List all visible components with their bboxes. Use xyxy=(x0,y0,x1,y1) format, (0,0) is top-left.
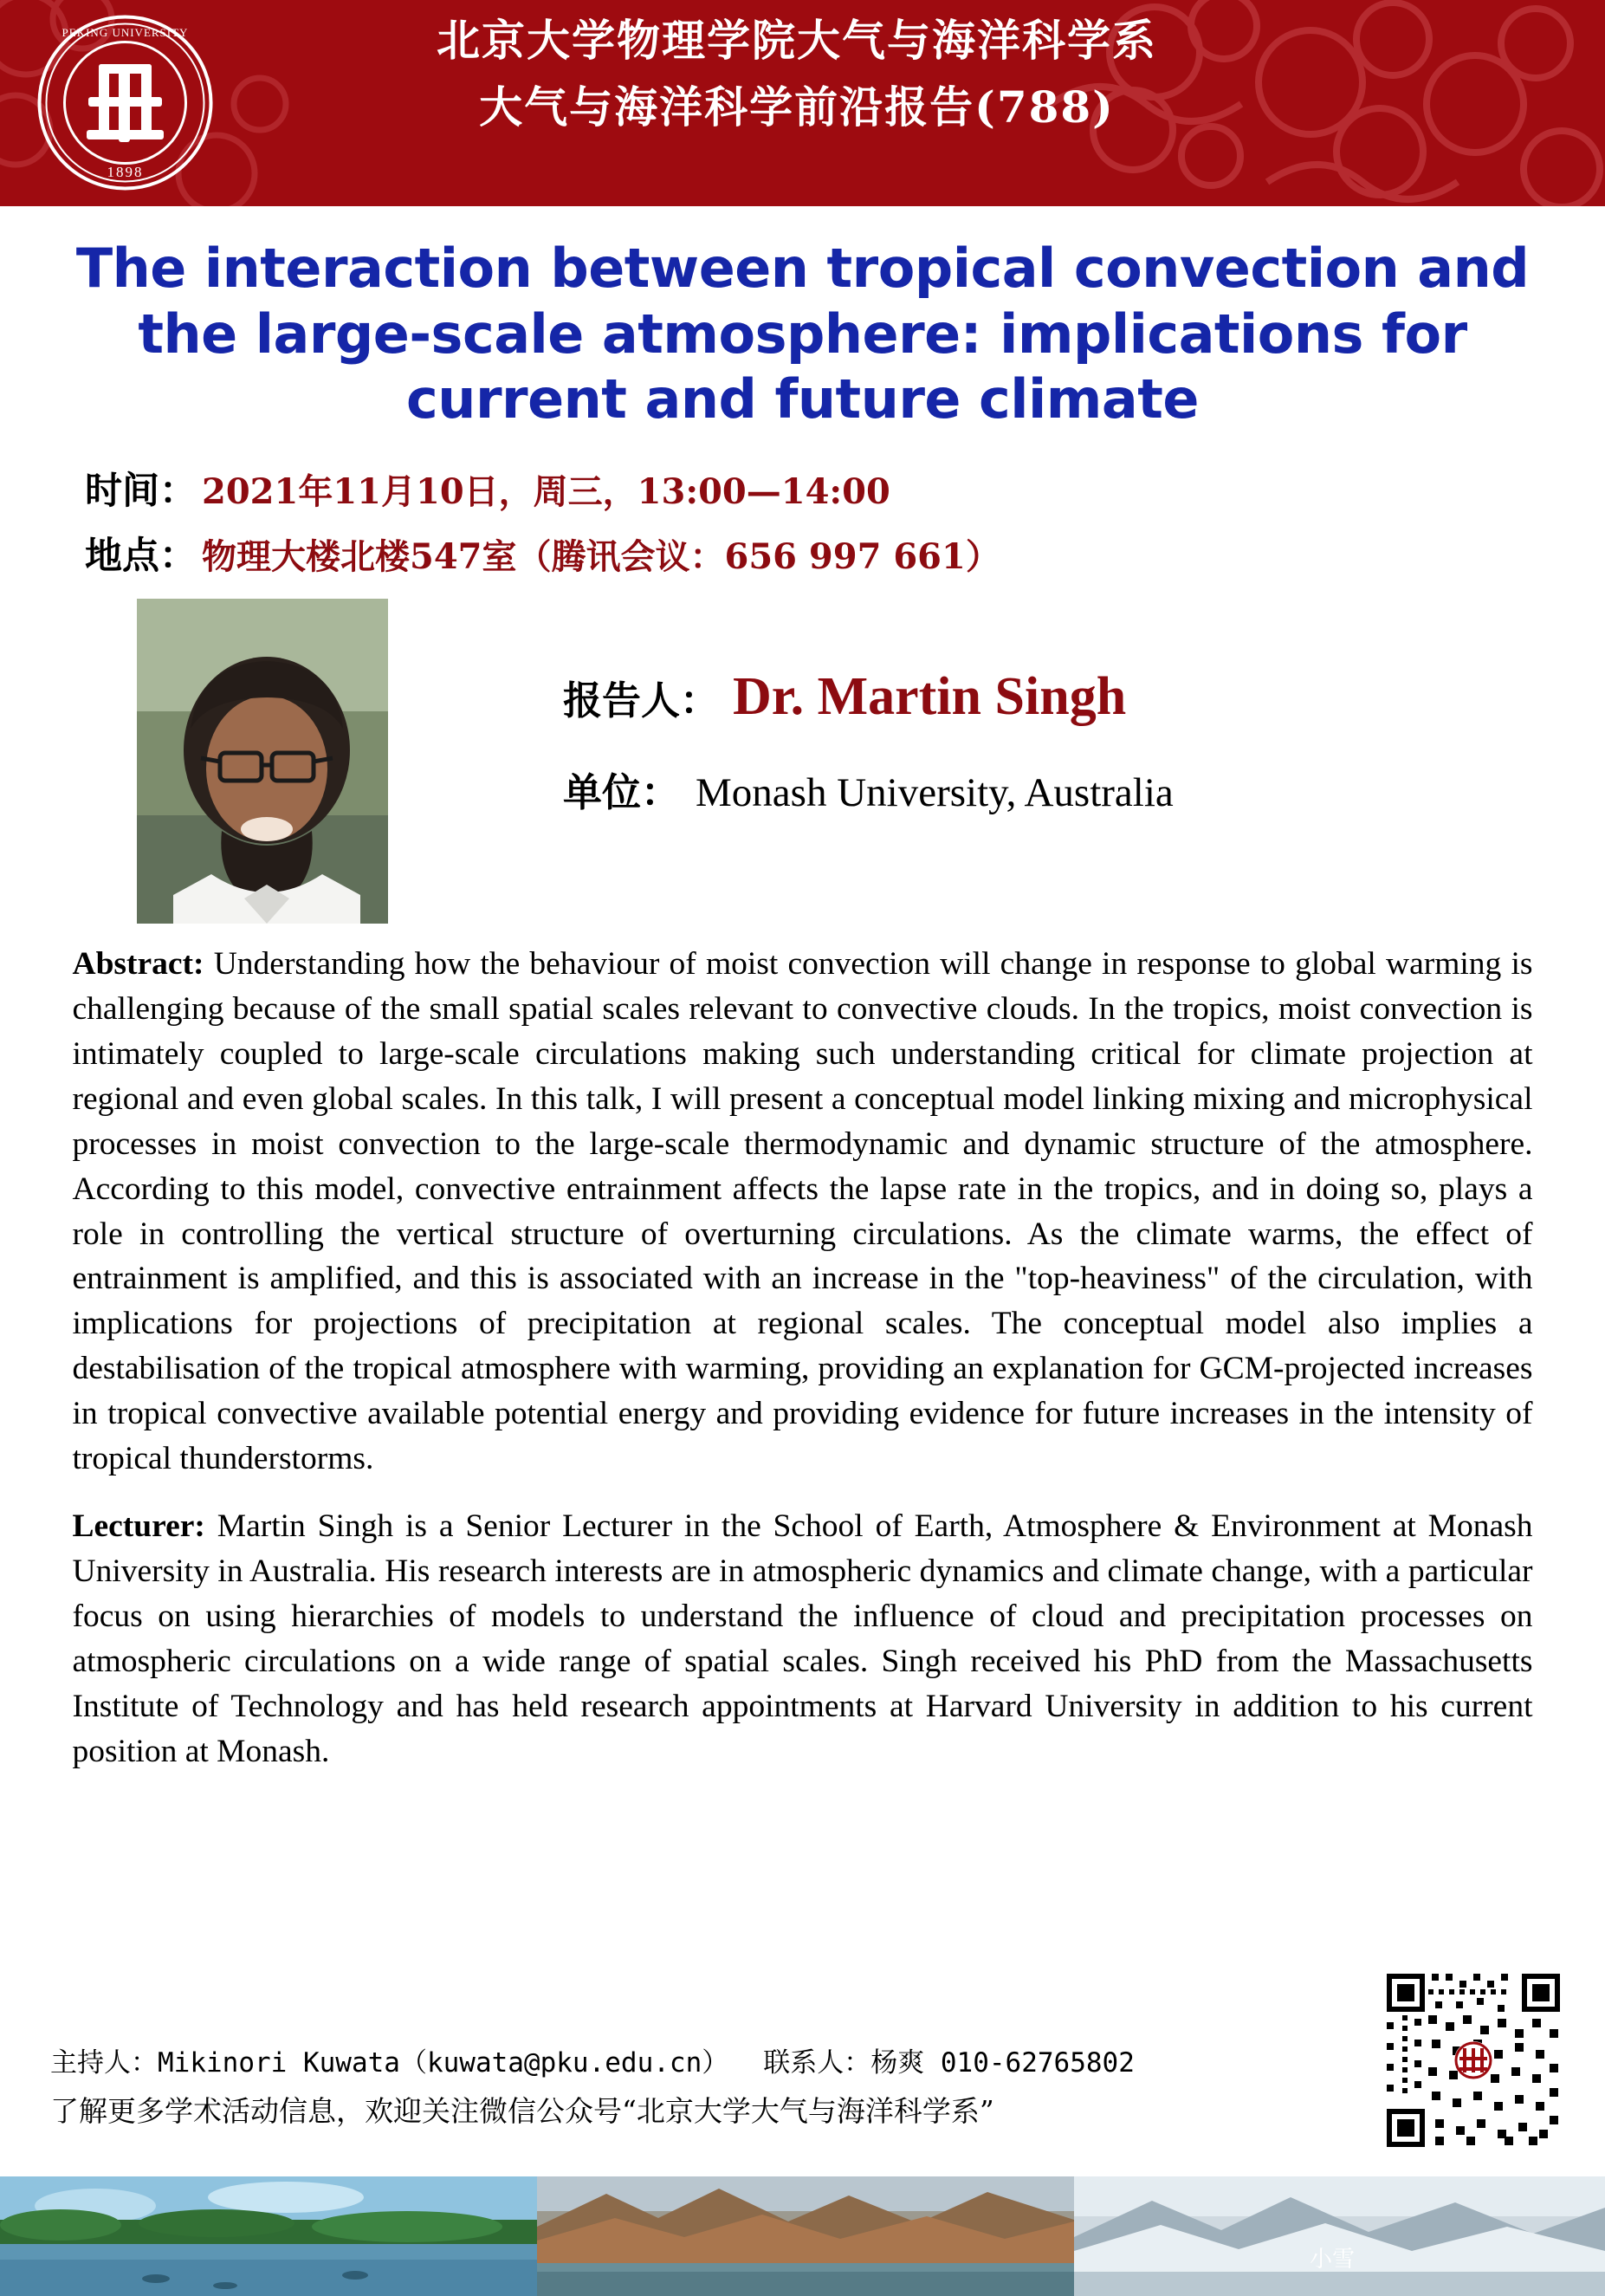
wechat-line: 了解更多学术活动信息，欢迎关注微信公众号“北京大学大气与海洋科学系” xyxy=(50,2093,994,2128)
lecturer-paragraph xyxy=(73,1504,1533,1774)
speaker-block xyxy=(0,599,1605,937)
abstract-label: Abstract: xyxy=(72,945,204,982)
contact-line-1 xyxy=(50,2042,1401,2084)
contact-person-label: 联系人： xyxy=(763,2046,871,2079)
host-value: Mikinori Kuwata（kuwata@pku.edu.cn） xyxy=(158,2046,729,2079)
header-department-line: 北京大学物理学院大气与海洋科学系 xyxy=(437,15,1157,66)
footer-photo-strip xyxy=(0,2176,1605,2296)
event-time-label: 时间： xyxy=(85,469,197,513)
contact-person-value: 杨爽 010-62765802 xyxy=(870,2046,1135,2079)
page-title: The interaction between tropical convection and the large-scale atmosphere: implications for current and future climate xyxy=(75,237,1530,431)
event-place-row xyxy=(85,527,1605,580)
abstract-paragraph xyxy=(73,942,1533,1482)
svg-text:PEKING UNIVERSITY: PEKING UNIVERSITY xyxy=(61,26,189,39)
speaker-details xyxy=(563,666,1559,817)
lecturer-text: Martin Singh is a Senior Lecturer in the School of Earth, Atmosphere & Environment at Monash University in Australia. His research interests are in atmospheric dynamics and climate change, with a particular focus on using hierarchies of models to understand the influence of cloud and precipitation processes on atmospheric circulations on a wide range of spatial scales. Singh received his PhD from the Massachusetts Institute of Technology and has held research appointments at Harvard University in addition to his current position at Monash. xyxy=(72,1508,1533,1769)
footer-season-label: 小雪 xyxy=(1309,2247,1356,2273)
seasonal-landscape-strip-icon xyxy=(0,2176,1605,2296)
header-series-line: 大气与海洋科学前沿报告(788) xyxy=(479,81,1115,133)
svg-text:1898: 1898 xyxy=(107,164,144,180)
lecturer-label: Lecturer: xyxy=(72,1508,205,1545)
speaker-label: 报告人： xyxy=(563,677,720,723)
abstract-text: Understanding how the behaviour of moist convection will change in response to global warming is challenging because of the small spatial scales relevant to convective clouds. In the tropics, moist convection is intimately coupled to large-scale circulations making such understanding critical for climate projection at regional and even global scales. In this talk, I will present a conceptual model linking mixing and microphysical processes in moist convection to the large-scale thermodynamic and dynamic structure of the atmosphere. According to this model, convective entrainment affects the lapse rate in the tropics, and in doing so, plays a role in controlling the vertical structure of overturning circulations. As the climate warms, the effect of entrainment is amplified, and this is associated with an increase in the "top-heaviness" of the circulation, with implications for projections of precipitation at regional scales. The conceptual model also implies a destabilisation of the tropical atmosphere with warming, providing an explanation for GCM-projected increases in tropical convective available potential energy and providing evidence for future increases in the intensity of tropical thunderstorms. xyxy=(72,945,1533,1477)
event-time-row xyxy=(85,462,1605,515)
qr-code-icon xyxy=(1383,1970,1563,2150)
speaker-photo xyxy=(137,599,388,924)
affiliation-label: 单位： xyxy=(563,769,681,815)
header-text-block xyxy=(286,14,1308,134)
event-place-label: 地点： xyxy=(85,534,197,578)
speaker-affiliation-row xyxy=(563,761,1559,817)
event-place-value: 物理大楼北楼547室（腾讯会议：656 997 661） xyxy=(202,535,1000,577)
peking-university-seal-icon xyxy=(36,14,214,191)
host-label: 主持人： xyxy=(50,2046,158,2079)
wechat-qr-code xyxy=(1383,1970,1563,2150)
portrait-illustration-icon xyxy=(137,599,388,924)
speaker-name: Dr. Martin Singh xyxy=(733,666,1127,726)
affiliation-value: Monash University, Australia xyxy=(696,769,1174,815)
header-banner xyxy=(0,0,1605,206)
contact-block xyxy=(50,2042,1401,2133)
event-time-value: 2021年11月10日，周三，13:00—14:00 xyxy=(202,470,890,512)
event-info xyxy=(0,462,1605,580)
body-text xyxy=(28,942,1578,1774)
speaker-name-row xyxy=(563,666,1559,728)
